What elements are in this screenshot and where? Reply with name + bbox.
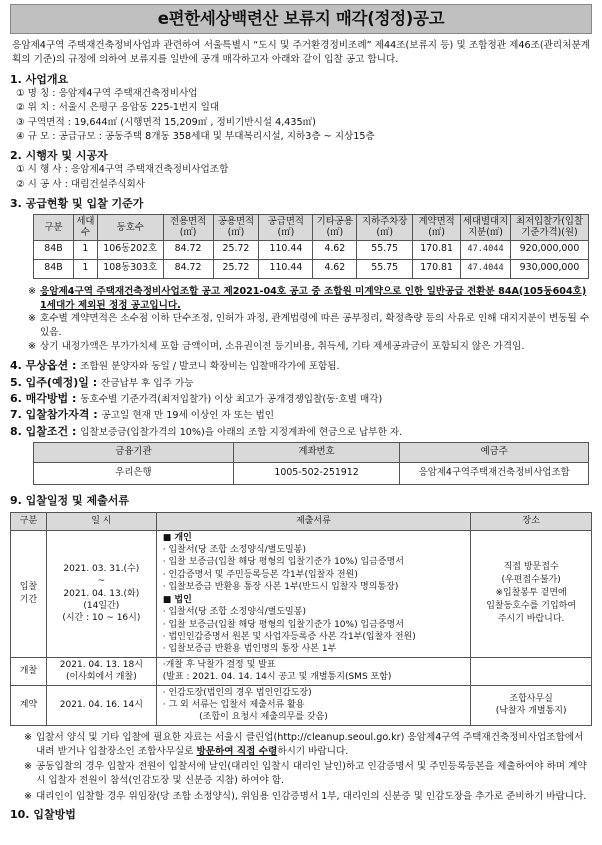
table-cell: 47.4044 — [461, 259, 511, 278]
table-cell: 84.72 — [163, 240, 213, 259]
supply-header: 공용면적(㎡) — [213, 215, 259, 241]
supply-notes — [28, 285, 592, 355]
table-cell: 4.62 — [313, 259, 357, 278]
table-cell: 106동202호 — [97, 240, 163, 259]
table-cell: 84B — [34, 259, 74, 278]
opening-place — [471, 657, 592, 685]
table-cell: 920,000,000 — [511, 240, 589, 259]
bank-name: 우리은행 — [34, 463, 234, 485]
table-row — [11, 530, 592, 657]
overview-row: ④ 규 모 : 공급규모 : 공동주택 8개동 358세대 및 부대복리시설, 지하3층 ~ 지상15층 — [16, 130, 375, 142]
bank-header: 계좌번호 — [233, 443, 400, 463]
table-cell: 55.75 — [357, 240, 413, 259]
section-6: 6. 매각방법 : 동호수별 기준가격(최저입찰가) 이상 최고가 공개경쟁입찰(동·호별 매각) — [10, 392, 383, 406]
supply-header-row — [34, 215, 589, 241]
supply-header: 최저입찰가(입찰기준가격)(원) — [511, 215, 589, 241]
section-7: 7. 입찰참가자격 : 공고일 현재 만 19세 이상인 자 또는 법인 — [10, 408, 275, 422]
table-row — [34, 463, 589, 485]
contract-place: 조합사무실 (낙찰자 개별통지) — [471, 685, 592, 725]
table-cell: 170.81 — [413, 259, 461, 278]
bid-notes — [24, 731, 592, 804]
area-note: ※ 호수별 계약면적은 소수점 이하 단수조정, 인허가 과정, 관계법령에 따른 공부정리, 확정측량 등의 사유로 인해 대지지분이 변동될 수 있음. — [28, 313, 590, 339]
note-forms: ※ 입찰서 양식 및 기타 입찰에 필요한 자료는 서울시 클린업(http://cleanup.seoul.go.kr) 응암제4구역 주택재건축정비사업조합에서 내려 받거나 입찰장소인 조합사무실로 방문하여 직접 수령하시기 바랍니다. — [24, 731, 584, 757]
table-cell: 55.75 — [357, 259, 413, 278]
overview-row: ② 위 치 : 서울시 은평구 응암동 225-1번지 일대 — [16, 102, 220, 114]
developer-row: ② 시 공 사 : 대림건설주식회사 — [16, 178, 146, 190]
table-row — [11, 657, 592, 685]
table-cell: 108동303호 — [97, 259, 163, 278]
developer-row: ① 시 행 사 : 응암제4구역 주택재건축정비사업조합 — [16, 164, 229, 176]
project-overview-list — [10, 87, 592, 144]
overview-row: ① 명 칭 : 응암제4구역 주택재건축정비사업 — [16, 88, 198, 100]
supply-header: 세대수 — [73, 215, 97, 241]
table-cell: 930,000,000 — [511, 259, 589, 278]
bank-header-row — [34, 443, 589, 463]
schedule-header-row — [11, 512, 592, 530]
account-holder: 응암제4구역주택재건축정비사업조합 — [400, 463, 589, 485]
section-5: 5. 입주(예정)일 : 잔금납부 후 입주 가능 — [10, 375, 194, 389]
note-joint-bid: ※ 공동입찰의 경우 입찰자 전원이 입찰서에 날인(대리인 입찰시 대리인 날인)하고 인감증명서 및 주민등록등본을 제출하여야 하며 계약시 입찰자 전원이 참석(인감도장 및 신분증 지참) 하여야 함. — [24, 761, 587, 787]
bank-header: 예금주 — [400, 443, 589, 463]
bank-account-table — [33, 442, 589, 485]
supply-header: 기타공용(㎡) — [313, 215, 357, 241]
bid-place: 직접 방문접수 (우편접수불가) ※입찰봉투 겉면에 입찰동호수를 기입하여 주시기 바랍니다. — [471, 530, 592, 657]
correction-note: ※ 응암제4구역 주택재건축정비사업조합 공고 제2021-04호 공고 중 조합원 미계약으로 인한 일반공급 전환분 84A(105동604호) 1세대가 제외된 정정 공고입니다. — [28, 285, 587, 311]
contract-documents: · 인감도장(법인의 경우 법인인감도장) · 그 외 서류는 입찰서 제출서류 활용 (조합이 요청시 제출의무를 갖음) — [156, 685, 471, 725]
table-cell: 25.72 — [213, 259, 259, 278]
bid-documents: ■ 개인 · 입찰서(당 조합 소정양식/별도밀봉) · 입찰 보증금(입찰 해당 평형의 입찰기준가 10%) 입금증명서 · 인감증명서 및 주민등록등본 각1부(입찰자 전원) · 입찰보증금 반환용 통장 사본 1부(반드시 입찰자 명의통장) ■ 법인 · 입찰서(당 조합 소정양식/별도밀봉) · 입찰 보증금(입찰 해당 평형의 입찰기준가 10%) 입금증명서 · 법인인감증명서 원본 및 사업자등록증 사본 각1부(입찰자 전원) · 입찰보증금 반환용 법인명의 통장 사본 1부 — [156, 530, 471, 657]
table-cell: 170.81 — [413, 240, 461, 259]
table-cell: 47.4044 — [461, 240, 511, 259]
supply-header: 계약면적(㎡) — [413, 215, 461, 241]
section-1-heading: 1. 사업개요 — [10, 72, 69, 86]
table-row — [11, 685, 592, 725]
supply-header: 세대별대지지분(㎡) — [461, 215, 511, 241]
section-8: 8. 입찰조건 : 입찰보증금(입찰가격의 10%)을 아래의 조합 지정계좌에 현금으로 납부한 자. — [10, 424, 403, 438]
table-cell: 4.62 — [313, 240, 357, 259]
opening-documents: ·개찰 후 낙찰가 결정 및 발표 (발표 : 2021. 04. 14. 14시 공고 및 개별통지(SMS 포함) — [156, 657, 471, 685]
opening-label: 개찰 — [11, 657, 47, 685]
section-9-heading: 9. 입찰일정 및 제출서류 — [10, 494, 129, 508]
price-note: ※ 상기 내정가액은 부가가치세 포함 금액이며, 소유권이전 등기비용, 취득세, 기타 제세공과금이 포함되지 않은 가격임. — [28, 341, 525, 353]
table-cell: 25.72 — [213, 240, 259, 259]
table-row — [34, 240, 589, 259]
schedule-header: 일 시 — [46, 512, 156, 530]
supply-header: 지하주차장(㎡) — [357, 215, 413, 241]
contract-date: 2021. 04. 16. 14시 — [46, 685, 156, 725]
schedule-table — [10, 512, 592, 726]
supply-table — [33, 214, 589, 279]
section-2-heading: 2. 시행자 및 시공자 — [10, 148, 108, 162]
schedule-header: 제출서류 — [156, 512, 471, 530]
supply-header: 공급면적(㎡) — [259, 215, 313, 241]
table-cell: 84B — [34, 240, 74, 259]
schedule-header: 구분 — [11, 512, 47, 530]
table-row — [34, 259, 589, 278]
note-proxy: ※ 대리인이 입찰할 경우 위임장(당 조합 소정양식), 위임용 인감증명서 1부, 대리인의 신분증 및 인감도장을 추가로 준비하기 바랍니다. — [24, 790, 587, 802]
developer-list — [10, 163, 592, 191]
notice-title: e편한세상백련산 보류지 매각(정정)공고 — [10, 4, 592, 34]
bid-period-dates: 2021. 03. 31.(수) ~ 2021. 04. 13.(화) (14일간) (시간 : 10 ~ 16시) — [46, 530, 156, 657]
supply-header: 전용면적(㎡) — [163, 215, 213, 241]
section-4: 4. 무상옵션 : 조합원 분양자와 동일 / 발코니 확장비는 입찰매각가에 포함됨. — [10, 359, 340, 373]
table-cell: 1 — [73, 259, 97, 278]
account-number: 1005-502-251912 — [233, 463, 400, 485]
opening-dates: 2021. 04. 13. 18시 (이사회에서 개찰) — [46, 657, 156, 685]
table-cell: 110.44 — [259, 259, 313, 278]
bank-header: 금융기관 — [34, 443, 234, 463]
intro-paragraph: 응암제4구역 주택재건축정비사업과 관련하여 서울특별시 “도시 및 주거환경정비조례” 제44조(보류지 등) 및 조합정관 제46조(관리처분계획의 기준)의 규정에 의하여 보류지를 일반에 공개 매각하고자 아래와 같이 입찰 공고 합니다. — [12, 40, 590, 66]
supply-header: 동호수 — [97, 215, 163, 241]
section-3-heading: 3. 공급현황 및 입찰 기준가 — [10, 196, 144, 210]
section-10-heading: 10. 입찰방법 — [10, 807, 76, 821]
schedule-header: 장소 — [471, 512, 592, 530]
table-cell: 84.72 — [163, 259, 213, 278]
contract-label: 계약 — [11, 685, 47, 725]
bid-period-label: 입찰기간 — [11, 530, 47, 657]
supply-header: 구분 — [34, 215, 74, 241]
table-cell: 110.44 — [259, 240, 313, 259]
overview-row: ③ 구역면적 : 19,644㎡ (시행면적 15,209㎡ , 정비기반시설 4,435㎡) — [16, 116, 316, 128]
table-cell: 1 — [73, 240, 97, 259]
